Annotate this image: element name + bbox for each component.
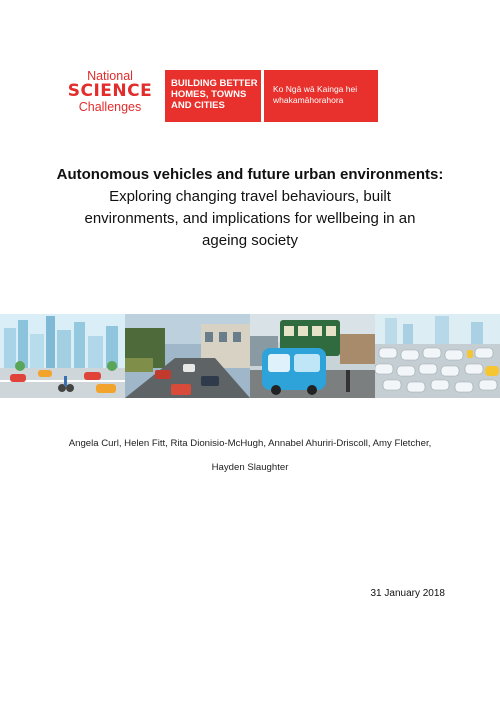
logo-building-line-3: AND CITIES xyxy=(171,100,225,111)
logo-wordmark xyxy=(62,70,158,122)
logo-maori-block xyxy=(262,70,378,122)
national-science-challenges-logo xyxy=(62,70,378,122)
authors-line-1: Angela Curl, Helen Fitt, Rita Dionisio-McHugh, Annabel Ahuriri-Driscoll, Amy Fletcher, xyxy=(68,438,432,449)
report-title xyxy=(30,164,470,252)
title-sub-line-2: environments, and implications for wellbeing in an xyxy=(84,210,416,227)
logo-science-text: SCIENCE xyxy=(67,81,153,101)
illustrated-city-traffic-image xyxy=(0,314,125,398)
logo-national-text: National xyxy=(87,69,133,83)
illustrated-car-jam-image xyxy=(375,314,500,398)
title-sub-line-3: ageing society xyxy=(202,232,298,249)
logo-maori-line-2: whakamāhorahora xyxy=(273,95,344,105)
authors-line-2: Hayden Slaughter xyxy=(211,462,289,473)
logo-building-line-1: BUILDING BETTER xyxy=(171,78,258,89)
cover-image-strip xyxy=(0,314,500,398)
title-main: Autonomous vehicles and future urban environments: xyxy=(56,166,444,183)
author-list xyxy=(20,432,480,480)
logo-building-line-2: HOMES, TOWNS xyxy=(171,89,247,100)
logo-building-block xyxy=(165,70,261,122)
publication-date: 31 January 2018 xyxy=(370,588,445,599)
street-traffic-photo xyxy=(125,314,250,398)
title-sub-line-1: Exploring changing travel behaviours, built xyxy=(109,188,391,205)
tram-and-shuttle-photo xyxy=(250,314,375,398)
logo-maori-line-1: Ko Ngā wā Kainga hei xyxy=(273,84,358,94)
logo-challenges-text: Challenges xyxy=(78,100,142,114)
